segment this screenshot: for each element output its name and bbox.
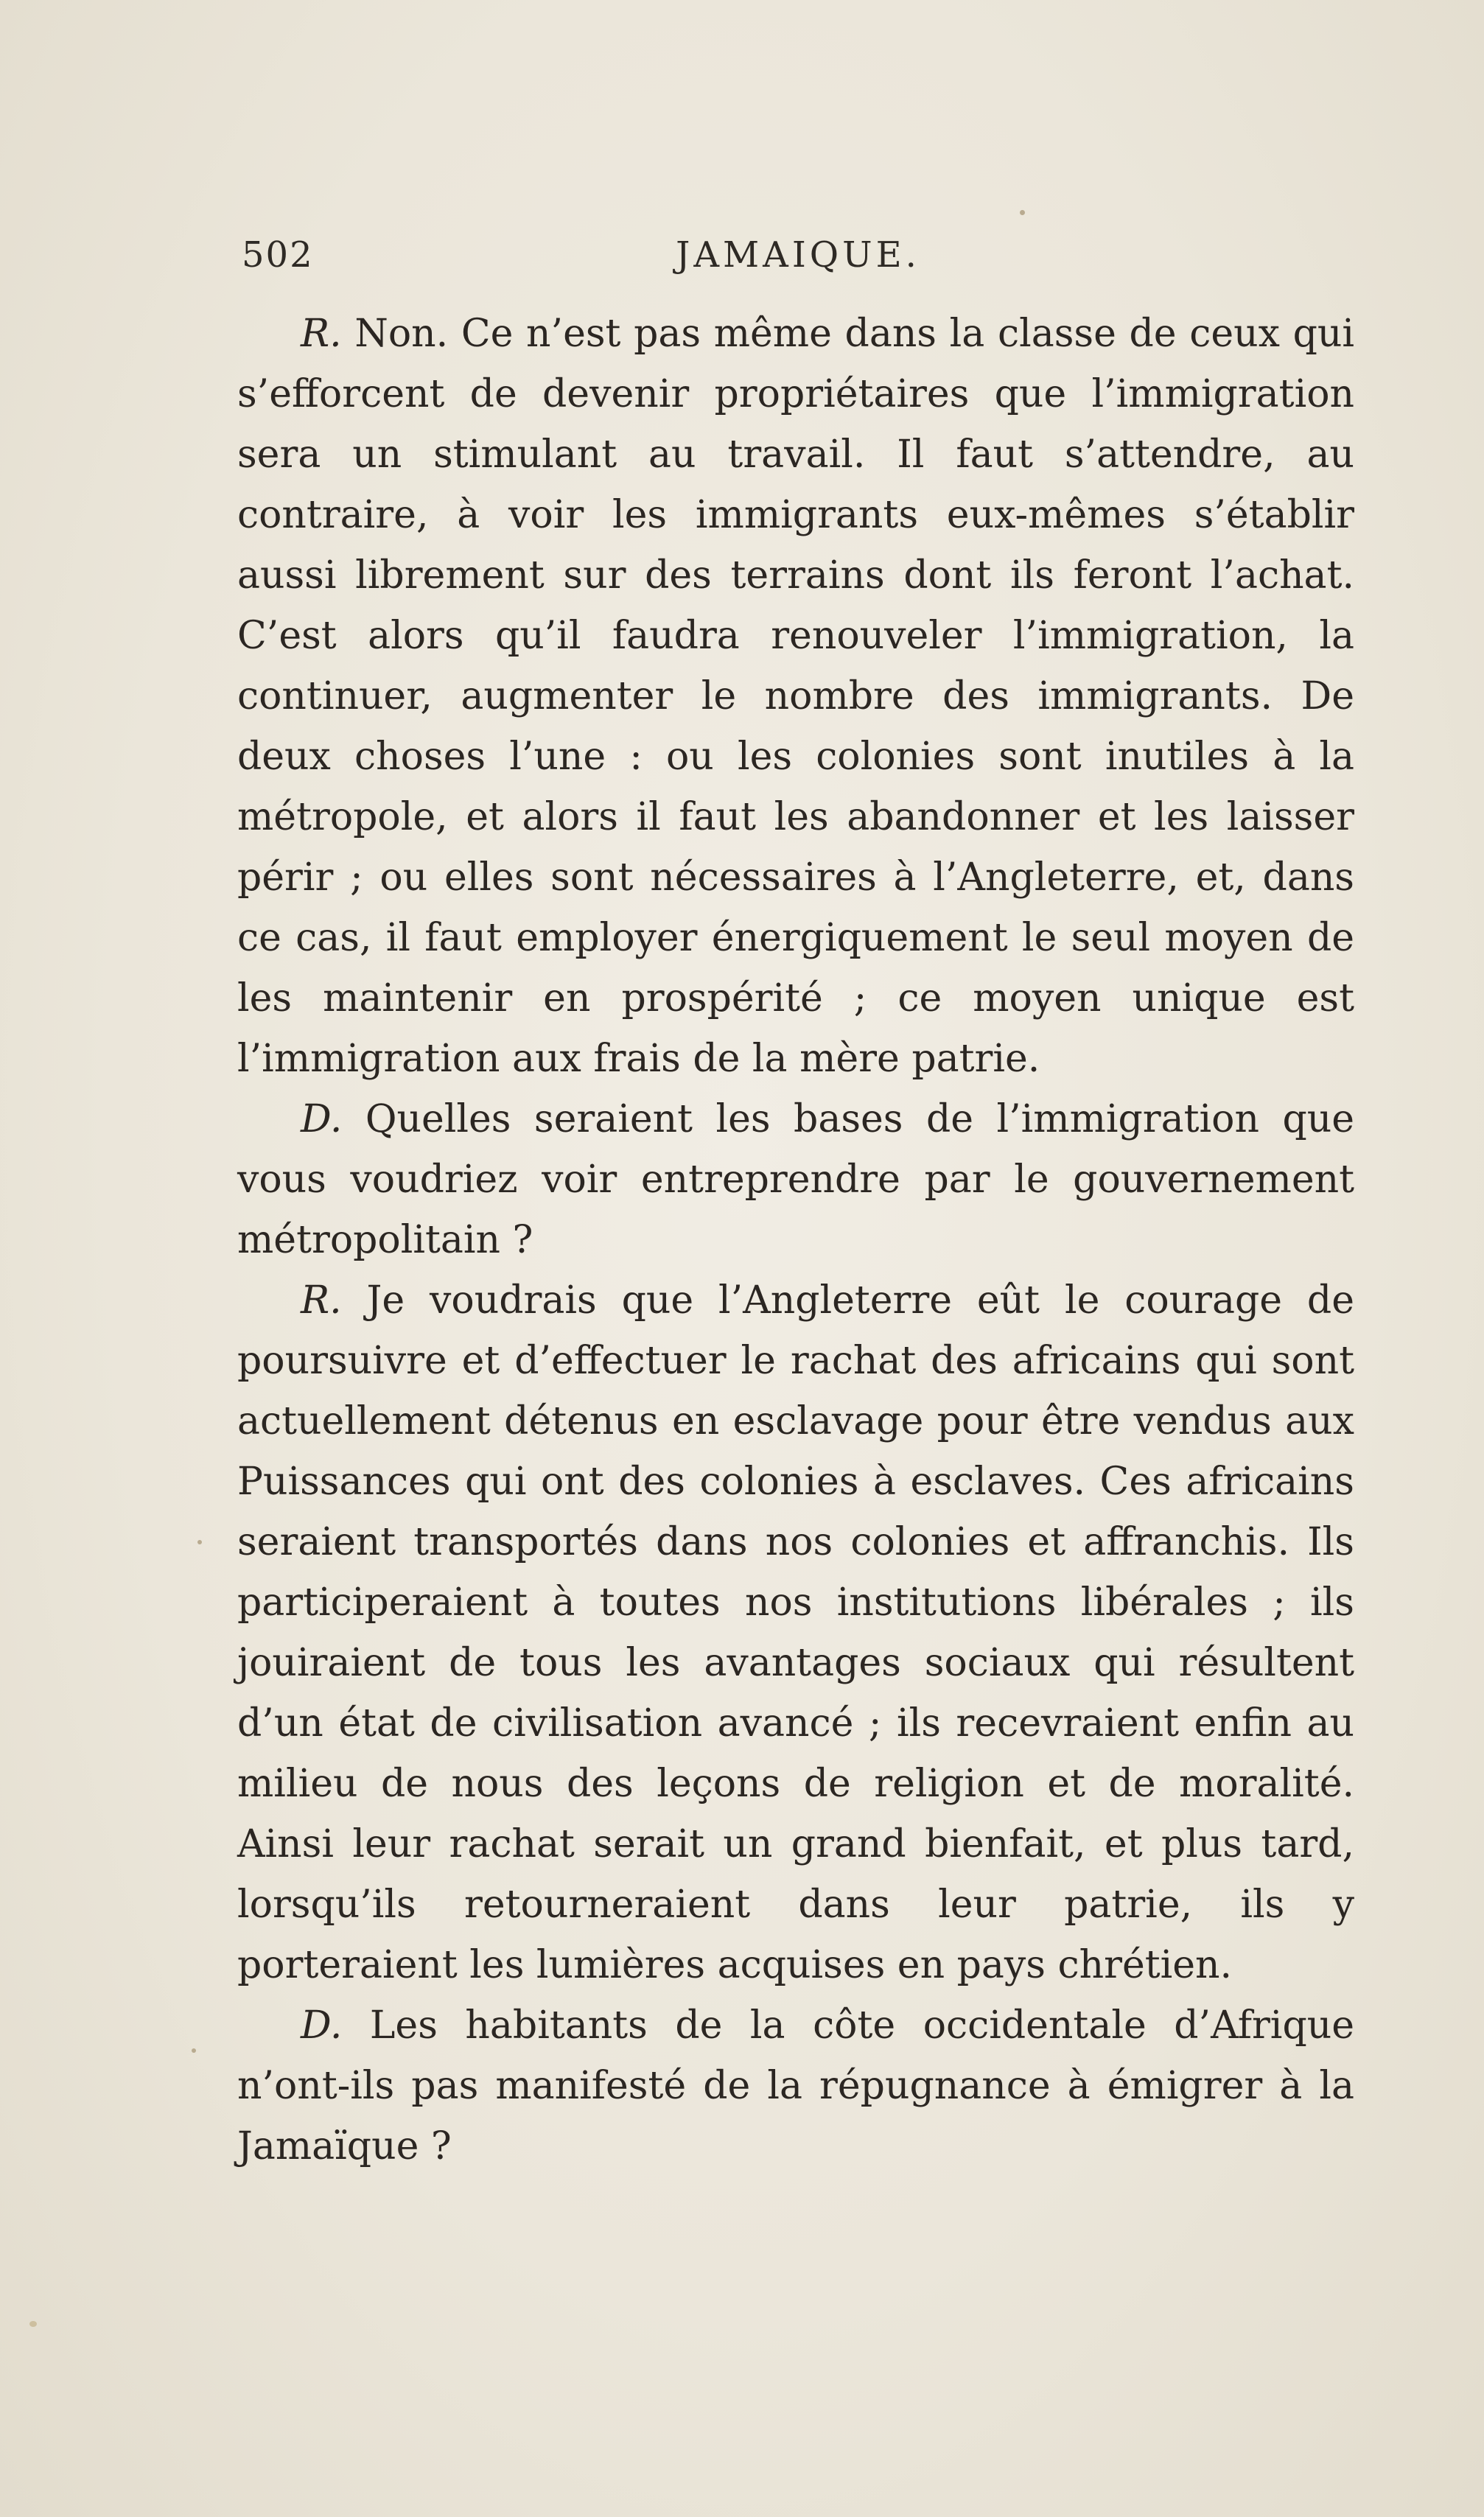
speaker-label: R. xyxy=(301,1278,342,1323)
paragraph-text: Les habitants de la côte occidentale d’Afrique n’ont-ils pas manifesté de la répugnance à émigrer à la Jamaïque ? xyxy=(237,2003,1354,2168)
paragraph-question xyxy=(237,1089,1354,1270)
paper-speck xyxy=(192,2048,196,2053)
body-text xyxy=(237,304,1354,2177)
page-number: 502 xyxy=(242,234,314,276)
paper-speck xyxy=(29,2321,37,2327)
page-header xyxy=(242,234,1354,293)
speaker-label: D. xyxy=(301,2003,343,2048)
paragraph-answer xyxy=(237,304,1354,1089)
paragraph-text: Je voudrais que l’Angleterre eût le courage de poursuivre et d’effectuer le rachat des africains qui sont actuellement détenus en esclavage pour être vendus aux Puissances qui ont des colonies à esclaves. Ces africains seraient transportés dans nos colonies et affranchis. Ils participeraient à toutes nos institutions libérales ; ils jouiraient de tous les avantages sociaux qui résultent d’un état de civilisation avancé ; ils recevraient enfin au milieu de nous des leçons de religion et de moralité. Ainsi leur rachat serait un grand bienfait, et plus tard, lorsqu’ils retourneraient dans leur patrie, ils y porteraient les lumières acquises en pays chrétien. xyxy=(237,1278,1354,1987)
paper-speck xyxy=(197,1540,202,1544)
paragraph-question xyxy=(237,1995,1354,2177)
paragraph-text: Non. Ce n’est pas même dans la classe de ceux qui s’efforcent de devenir propriétaires que l’immigration sera un stimulant au travail. Il faut s’attendre, au contraire, à voir les immigrants eux-mêmes s’établir aussi librement sur des terrains dont ils feront l’achat. C’est alors qu’il faudra renouveler l’immigration, la continuer, augmenter le nombre des immigrants. De deux choses l’une : ou les colonies sont inutiles à la métropole, et alors il faut les abandonner et les laisser périr ; ou elles sont nécessaires à l’Angleterre, et, dans ce cas, il faut employer énergiquement le seul moyen de les maintenir en prospérité ; ce moyen unique est l’immigration aux frais de la mère patrie. xyxy=(237,312,1354,1081)
paragraph-text: Quelles seraient les bases de l’immigration que vous voudriez voir entreprendre par le gouvernement métropolitain ? xyxy=(237,1097,1354,1262)
paragraph-answer xyxy=(237,1270,1354,1995)
speaker-label: R. xyxy=(301,312,342,356)
speaker-label: D. xyxy=(301,1097,343,1141)
paper-speck xyxy=(1020,210,1025,215)
running-title: JAMAIQUE. xyxy=(676,234,920,276)
